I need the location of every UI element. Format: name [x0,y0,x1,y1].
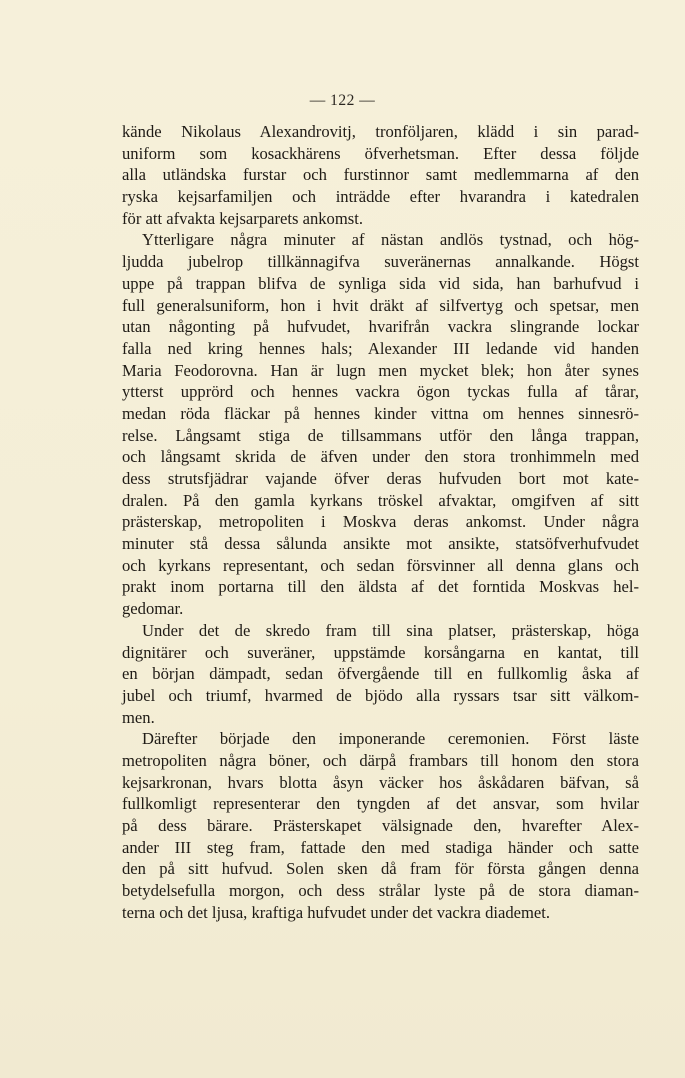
text-line: ander III steg fram, fattade den med stadiga händer och satte [122,837,639,857]
text-line: kejsarkronan, hvars blotta åsyn väcker hos åskådaren bäfvan, så [122,772,639,792]
text-line: Under det de skredo fram till sina platser, prästerskap, höga [142,620,639,640]
paragraph [122,620,639,728]
text-line: prakt inom portarna till den äldsta af det forntida Moskvas hel- [122,577,639,597]
text-line: gedomar. [122,599,184,619]
text-line: en början dämpadt, sedan öfvergående till en fullkomlig åska af [122,664,639,684]
text-line: utan någonting på hufvudet, hvarifrån vackra slingrande lockar [122,317,639,337]
paragraph [122,121,639,229]
text-line: metropoliten några böner, och därpå frambars till honom den stora [122,750,639,770]
text-line: dralen. På den gamla kyrkans tröskel afvaktar, omgifven af sitt [122,490,639,510]
text-line: för att afvakta kejsarparets ankomst. [122,208,363,228]
text-line: uniform som kosackhärens öfverhetsman. Efter dessa följde [122,143,639,163]
text-line: minuter stå dessa sålunda ansikte mot ansikte, statsöfverhufvudet [122,534,639,554]
paragraph [122,229,639,619]
text-line: terna och det ljusa, kraftiga hufvudet under det vackra diademet. [122,902,551,922]
text-line: dignitärer och suveräner, uppstämde korsångarna en kantat, till [122,642,639,662]
paragraph [122,728,639,923]
text-line: betydelsefulla morgon, och dess strålar lyste på de stora diaman- [122,881,639,901]
text-line: relse. Långsamt stiga de tillsammans utför den långa trappan, [122,425,639,445]
text-line: ryska kejsarfamiljen och inträdde efter hvarandra i katedralen [122,187,639,207]
text-line: men. [122,707,155,727]
text-line: medan röda fläckar på hennes kinder vittna om hennes sinnesrö- [122,403,639,423]
text-line: falla ned kring hennes hals; Alexander III ledande vid handen [122,338,639,358]
text-line: och kyrkans representant, och sedan försvinner all denna glans och [122,555,639,575]
text-line: full generalsuniform, hon i hvit dräkt af silfvertyg och spetsar, men [122,295,639,315]
text-line: på dess bärare. Prästerskapet välsignade den, hvarefter Alex- [122,816,639,835]
text-line: Maria Feodorovna. Han är lugn men mycket blek; hon åter synes [122,360,639,380]
text-line: alla utländska furstar och furstinnor samt medlemmarna af den [122,165,639,185]
text-line: uppe på trappan blifva de synliga sida vid sida, han barhufvud i [122,273,639,293]
text-body [122,121,639,923]
page-number: — 122 — [309,92,376,109]
text-line: ljudda jubelrop tillkännagifva suveränernas annalkande. Högst [122,252,639,272]
text-line: dess strutsfjädrar vajande öfver deras hufvuden bort mot kate- [122,469,639,488]
text-line: och långsamt skrida de äfven under den stora tronhimmeln med [122,447,639,467]
text-line: ytterst upprörd och hennes vackra ögon tyckas fulla af tårar, [122,382,639,402]
text-line: fullkomligt representerar den tyngden af det ansvar, som hvilar [122,794,639,814]
text-line: jubel och triumf, hvarmed de bjödo alla ryssars tsar sitt välkom- [122,685,639,705]
text-line: Ytterligare några minuter af nästan andlös tystnad, och hög- [142,230,639,250]
text-line: Därefter började den imponerande ceremonien. Först läste [142,729,639,749]
text-line: den på sitt hufvud. Solen sken då fram för första gången denna [122,859,639,879]
text-line: kände Nikolaus Alexandrovitj, tronföljaren, klädd i sin parad- [122,122,639,141]
text-line: prästerskap, metropoliten i Moskva deras ankomst. Under några [122,512,639,532]
